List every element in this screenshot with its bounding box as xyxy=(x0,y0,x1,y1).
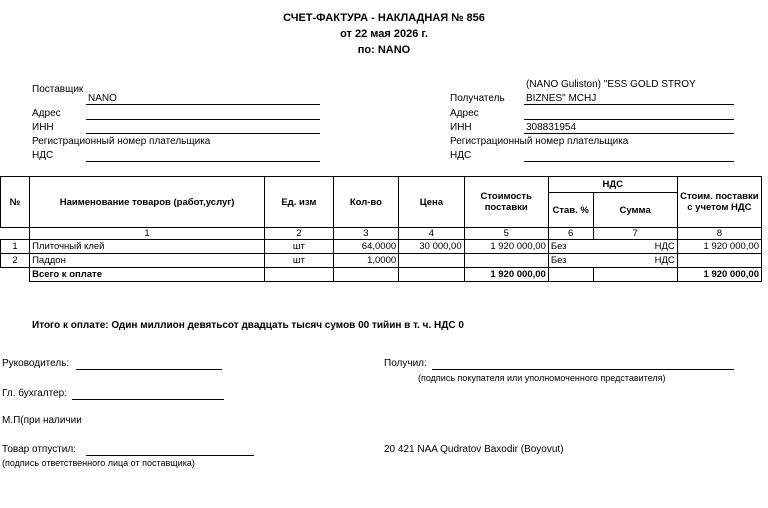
total-vat-rate-blank xyxy=(548,268,593,282)
director-signature-line xyxy=(76,369,222,370)
col-number: 3 xyxy=(333,228,398,240)
col-number: 2 xyxy=(265,228,334,240)
recipient-value-line1: (NANO Guliston) "ESS GOLD STROY xyxy=(526,79,696,90)
total-qty-blank xyxy=(333,268,398,282)
col-number: 1 xyxy=(30,228,265,240)
row-vat-sum: НДС xyxy=(593,240,677,254)
supplier-inn-label: ИНН xyxy=(32,122,54,133)
invoice-table xyxy=(0,176,762,282)
row-qty: 1,0000 xyxy=(333,254,398,268)
supplier-reg-label: Регистрационный номер плательщика xyxy=(32,136,211,147)
row-vat-rate: Без xyxy=(548,254,593,268)
released-note: (подпись ответственного лица от поставщика) xyxy=(2,458,195,468)
total-label: Всего к оплате xyxy=(30,268,265,282)
supplier-nds-underline xyxy=(86,161,320,162)
header-cost: Стоимость поставки xyxy=(464,177,548,228)
table-row xyxy=(1,254,762,268)
row-vat-sum: НДС xyxy=(593,254,677,268)
row-num: 2 xyxy=(1,254,30,268)
header-vat-sum: Сумма xyxy=(593,193,677,228)
total-unit-blank xyxy=(265,268,334,282)
total-vat-sum-blank xyxy=(593,268,677,282)
amount-in-words: Итого к оплате: Один миллион девятьсот двадцать тысяч сумов 00 тийин в т. ч. НДС 0 xyxy=(32,320,464,331)
header-total: Стоим. поставки с учетом НДС xyxy=(677,177,761,228)
header-vat-rate: Став. % xyxy=(548,193,593,228)
row-price xyxy=(399,254,464,268)
col-number: 5 xyxy=(464,228,548,240)
supplier-value: NANO xyxy=(88,93,117,104)
supplier-nds-label: НДС xyxy=(32,150,54,161)
row-cost: 1 920 000,00 xyxy=(464,240,548,254)
col-number: 4 xyxy=(399,228,464,240)
header-unit: Ед. изм xyxy=(265,177,334,228)
released-signature-line xyxy=(86,455,254,456)
table-row xyxy=(1,240,762,254)
total-price-blank xyxy=(399,268,464,282)
recipient-underline xyxy=(524,104,734,105)
header-name: Наименование товаров (работ,услуг) xyxy=(30,177,265,228)
row-cost xyxy=(464,254,548,268)
row-total: 1 920 000,00 xyxy=(677,240,761,254)
row-name: Паддон xyxy=(30,254,265,268)
recipient-inn-value: 308831954 xyxy=(526,122,577,133)
col-number: 7 xyxy=(593,228,677,240)
accountant-signature-line xyxy=(72,399,224,400)
row-total xyxy=(677,254,761,268)
total-blank xyxy=(1,268,30,282)
row-vat-rate: Без xyxy=(548,240,593,254)
invoice-basis: по: NANO xyxy=(357,44,411,56)
recipient-label: Получатель xyxy=(450,93,505,104)
row-name: Плиточный клей xyxy=(30,240,265,254)
recipient-inn-underline xyxy=(524,133,734,134)
recipient-inn-label: ИНН xyxy=(450,122,472,133)
supplier-address-label: Адрес xyxy=(32,108,61,119)
received-signature-line xyxy=(432,369,734,370)
header-vat: НДС xyxy=(548,177,677,193)
accountant-label: Гл. бухгалтер: xyxy=(2,388,67,399)
col-number: 8 xyxy=(677,228,761,240)
invoice-title: СЧЕТ-ФАКТУРА - НАКЛАДНАЯ № 856 xyxy=(283,12,485,24)
recipient-address-label: Адрес xyxy=(450,108,479,119)
recipient-reg-label: Регистрационный номер плательщика xyxy=(450,136,629,147)
recipient-nds-label: НДС xyxy=(450,150,472,161)
header-price: Цена xyxy=(399,177,464,228)
received-note: (подпись покупателя или уполномоченного представителя) xyxy=(418,373,666,383)
row-qty: 64,0000 xyxy=(333,240,398,254)
row-num: 1 xyxy=(1,240,30,254)
col-number-blank xyxy=(1,228,30,240)
col-number: 6 xyxy=(548,228,593,240)
row-unit: шт xyxy=(265,240,334,254)
stamp-label: М.П(при наличии xyxy=(2,415,82,426)
header-num: № xyxy=(1,177,30,228)
total-cost: 1 920 000,00 xyxy=(464,268,548,282)
invoice-date: от 22 мая 2026 г. xyxy=(340,28,428,40)
header-qty: Кол-во xyxy=(333,177,398,228)
supplier-address-underline xyxy=(86,119,320,120)
total-total: 1 920 000,00 xyxy=(677,268,761,282)
receiver-name: 20 421 NAA Qudratov Baxodir (Boyovut) xyxy=(384,444,564,455)
total-row xyxy=(1,268,762,282)
director-label: Руководитель: xyxy=(2,358,70,369)
received-label: Получил: xyxy=(384,358,427,369)
row-unit: шт xyxy=(265,254,334,268)
supplier-underline xyxy=(86,104,320,105)
row-price: 30 000,00 xyxy=(399,240,464,254)
recipient-nds-underline xyxy=(524,161,734,162)
supplier-label: Поставщик xyxy=(32,84,84,95)
recipient-value-line2: BIZNES" MCHJ xyxy=(526,93,597,104)
supplier-inn-underline xyxy=(86,133,320,134)
released-label: Товар отпустил: xyxy=(2,444,76,455)
recipient-address-underline xyxy=(524,119,734,120)
